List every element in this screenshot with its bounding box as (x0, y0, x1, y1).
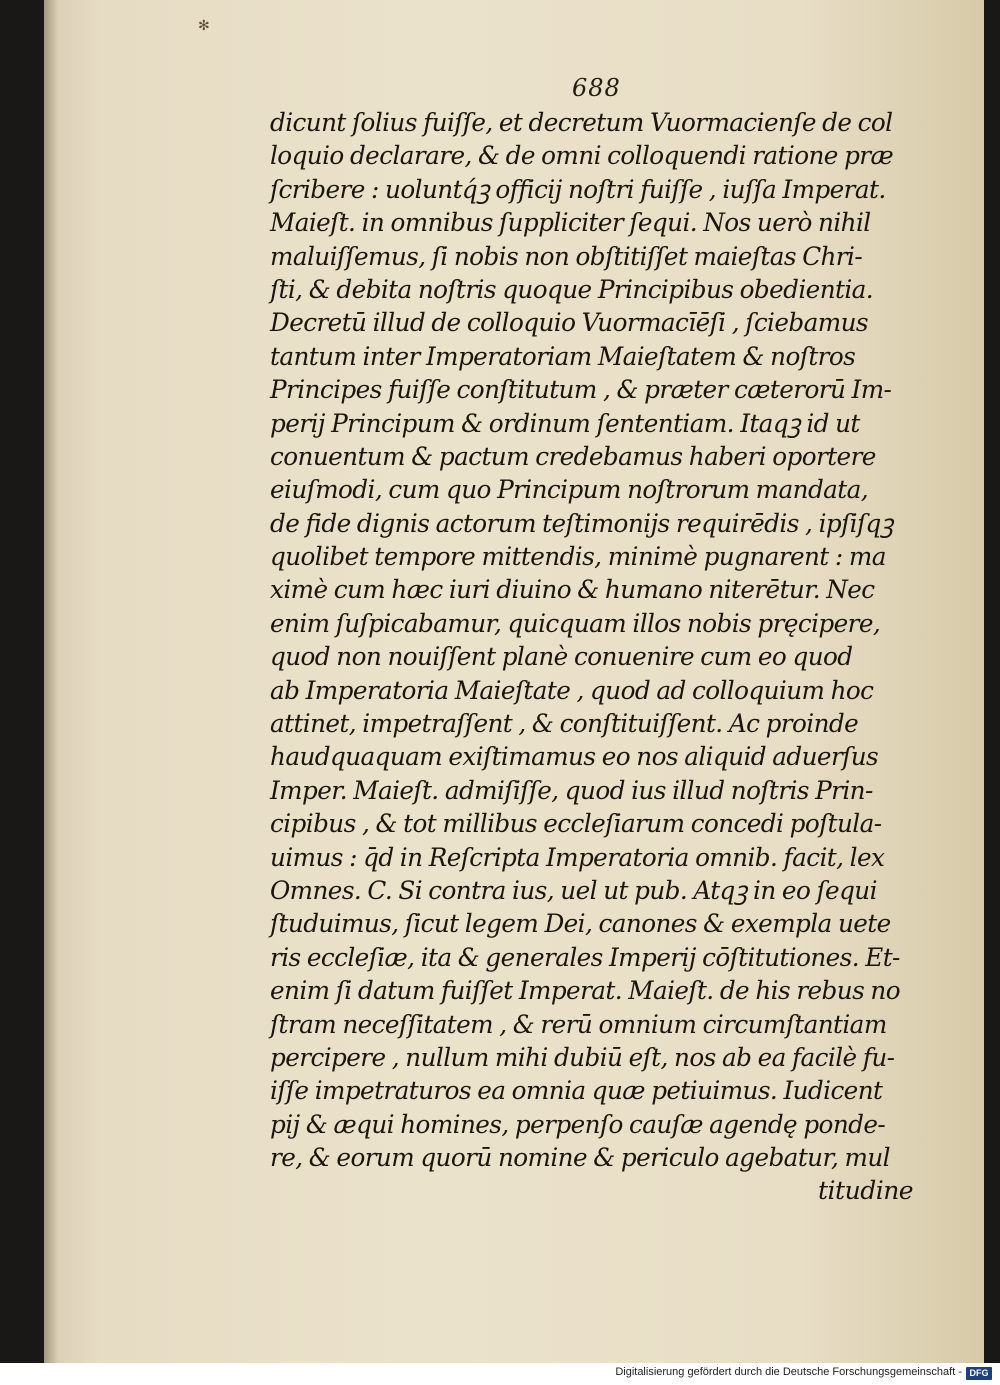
text-line: Omnes. C. Si contra ius, uel ut pub. Atqꝫ in eo ſequi (270, 875, 877, 905)
text-line: eiuſmodi, cum quo Principum noſtrorum mandata, (270, 475, 869, 505)
text-line: enim ſi datum fuiſſet Imperat. Maieſt. de his rebus no (270, 976, 901, 1006)
text-line: conuentum & pactum credebamus haberi oportere (270, 441, 876, 471)
text-line: Imper. Maieſt. admiſiſſe, quod ius illud noſtris Prin- (270, 775, 873, 805)
text-line: quod non nouiſſent planè conuenire cum eo quod (270, 642, 853, 672)
text-line: ab Imperatoria Maieſtate , quod ad colloquium hoc (270, 675, 874, 705)
text-line: ſtuduimus, ſicut legem Dei, canones & exempla uete (270, 909, 891, 939)
ink-speck-mark: ✻ (198, 18, 210, 34)
text-line: de fide dignis actorum teſtimonijs requirēdis , ipſiſqꝫ (270, 508, 893, 538)
text-line: pij & æqui homines, perpenſo cauſæ agendę ponde- (270, 1109, 886, 1139)
text-line: Decretū illud de colloquio Vuormacīēſi , ſciebamus (270, 308, 868, 338)
text-line: ximè cum hæc iuri diuino & humano niterētur. Nec (270, 575, 875, 605)
text-line: perij Principum & ordinum ſententiam. Itaqꝫ id ut (270, 408, 860, 438)
text-line: dicunt ſolius fuiſſe, et decretum Vuormacienſe de col (270, 108, 893, 137)
page-gutter-shadow (44, 0, 58, 1363)
text-line: Maieſt. in omnibus ſuppliciter ſequi. Nos uerò nihil (270, 208, 871, 238)
text-line: haudquaquam exiſtimamus eo nos aliquid aduerſus (270, 742, 879, 772)
text-line: attinet, impetraſſent , & conſtituiſſent. Ac proinde (270, 709, 859, 739)
body-text (270, 106, 930, 1175)
text-line: ris eccleſiæ, ita & generales Imperij cōſtitutiones. Et- (270, 942, 900, 972)
catchword: titudine (818, 1176, 914, 1205)
text-line: loquio declarare, & de omni colloquendi ratione præ (270, 141, 894, 171)
funding-note: Digitalisierung gefördert durch die Deutsche Forschungsgemeinschaft - (615, 1366, 962, 1378)
text-line: Principes fuiſſe conſtitutum , & præter cæterorū Im- (270, 375, 892, 405)
text-line: enim ſuſpicabamur, quicquam illos nobis pręcipere, (270, 608, 881, 638)
text-line: cipibus , & tot millibus eccleſiarum concedi poſtula- (270, 809, 882, 839)
text-line: percipere , nullum mihi dubiū eſt, nos ab ea facilè fu- (270, 1042, 895, 1072)
text-line: maluiſſemus, ſi nobis non obſtitiſſet maieſtas Chri- (270, 241, 863, 271)
text-line: re, & eorum quorū nomine & periculo agebatur, mul (270, 1143, 890, 1173)
text-line: ſti, & debita noſtris quoque Principibus obedientia. (270, 274, 874, 304)
page-number: 688 (572, 74, 621, 102)
text-line: tantum inter Imperatoriam Maieſtatem & noſtros (270, 341, 856, 371)
text-line: ſtram neceſſitatem , & rerū omnium circumſtantiam (270, 1009, 887, 1039)
text-line: uimus : q̄d in Reſcripta Imperatoria omnib. facit, lex (270, 842, 885, 872)
text-line: quolibet tempore mittendis, minimè pugnarent : ma (270, 542, 886, 572)
text-line: ſcribere : uoluntq́ꝫ officij noſtri fuiſſe , iuſſa Imperat. (270, 174, 886, 204)
text-line: iſſe impetraturos ea omnia quæ petiuimus. Iudicent (270, 1076, 883, 1106)
dfg-logo: DFG (966, 1367, 992, 1380)
